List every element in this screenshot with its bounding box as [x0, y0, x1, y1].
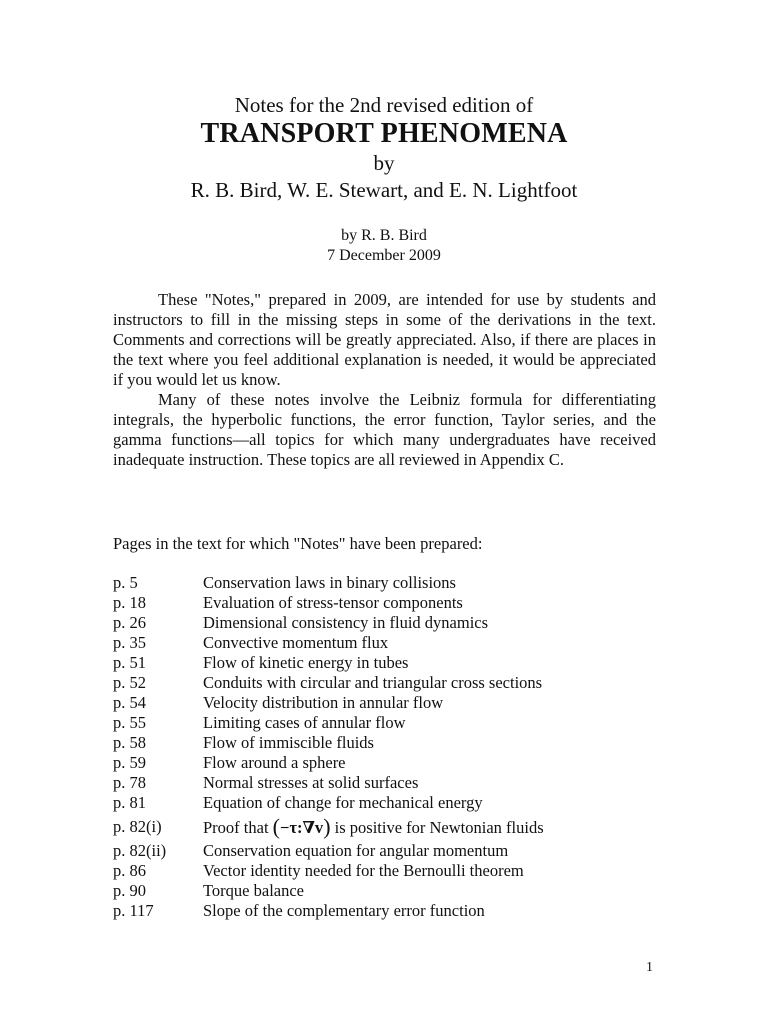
note-page: p. 117 — [113, 901, 154, 920]
note-row — [113, 713, 673, 733]
note-page: p. 54 — [113, 693, 146, 712]
note-page: p. 5 — [113, 573, 138, 592]
book-authors: R. B. Bird, W. E. Stewart, and E. N. Lightfoot — [190, 178, 578, 202]
note-page: p. 55 — [113, 713, 146, 732]
note-description: Evaluation of stress-tensor components — [203, 593, 463, 612]
note-row — [113, 633, 673, 653]
intro-paragraph-1: These "Notes," prepared in 2009, are intended for use by students and instructors to fill in the missing steps in some of the derivations in the text. Comments and corrections will be greatly appreciated. Also, if there are places in the text where you feel additional explanation is needed, it would be appreciated if you would let us know. — [113, 290, 656, 389]
note-page: p. 90 — [113, 881, 146, 900]
byline — [0, 226, 768, 266]
byline-date: 7 December 2009 — [327, 247, 441, 264]
math-expression: −τ:∇v — [280, 818, 324, 837]
note-page: p. 52 — [113, 673, 146, 692]
note-row — [113, 901, 673, 921]
note-page: p. 51 — [113, 653, 146, 672]
note-description: Conduits with circular and triangular cross sections — [203, 673, 543, 692]
note-page: p. 26 — [113, 613, 146, 632]
note-row — [113, 773, 673, 793]
note-description: Vector identity needed for the Bernoulli theorem — [203, 861, 524, 880]
note-row — [113, 573, 673, 593]
open-paren-symbol: ( — [272, 814, 280, 839]
intro-text — [113, 290, 656, 470]
note-row — [113, 613, 673, 633]
note-description: Flow of immiscible fluids — [203, 733, 374, 752]
note-description-prefix: Proof that — [203, 818, 273, 837]
note-row — [113, 653, 673, 673]
title-subtitle: Notes for the 2nd revised edition of — [234, 93, 534, 117]
note-description: Conservation laws in binary collisions — [203, 573, 456, 592]
note-description: Dimensional consistency in fluid dynamics — [203, 613, 489, 632]
note-description-suffix: is positive for Newtonian fluids — [330, 818, 544, 837]
page-number: 1 — [646, 960, 653, 975]
note-description — [203, 813, 673, 841]
note-row — [113, 813, 673, 841]
note-page: p. 58 — [113, 733, 146, 752]
title-block — [0, 92, 768, 204]
note-row — [113, 733, 673, 753]
note-page: p. 59 — [113, 753, 146, 772]
note-row — [113, 673, 673, 693]
note-page: p. 81 — [113, 793, 146, 812]
note-row — [113, 693, 673, 713]
book-title: TRANSPORT PHENOMENA — [200, 118, 568, 149]
note-row — [113, 841, 673, 861]
note-row — [113, 881, 673, 901]
note-page: p. 18 — [113, 593, 146, 612]
title-by: by — [373, 151, 395, 175]
note-description: Convective momentum flux — [203, 633, 389, 652]
note-description: Velocity distribution in annular flow — [203, 693, 444, 712]
notes-list — [113, 573, 673, 921]
note-description: Flow of kinetic energy in tubes — [203, 653, 409, 672]
note-page: p. 82(i) — [113, 817, 162, 836]
note-page: p. 35 — [113, 633, 146, 652]
byline-author: by R. B. Bird — [341, 227, 427, 244]
note-row — [113, 753, 673, 773]
note-description: Equation of change for mechanical energy — [203, 793, 483, 812]
note-description: Normal stresses at solid surfaces — [203, 773, 419, 792]
note-row — [113, 593, 673, 613]
note-description: Flow around a sphere — [203, 753, 346, 772]
note-description: Limiting cases of annular flow — [203, 713, 406, 732]
intro-paragraph-2: Many of these notes involve the Leibniz formula for differentiating integrals, the hyperbolic functions, the error function, Taylor series, and the gamma functions—all topics for which many undergraduates have received inadequate instruction. These topics are all reviewed in Appendix C. — [113, 390, 656, 469]
pages-heading: Pages in the text for which "Notes" have been prepared: — [113, 534, 483, 553]
note-description: Slope of the complementary error function — [203, 901, 485, 920]
note-page: p. 78 — [113, 773, 146, 792]
note-page: p. 86 — [113, 861, 146, 880]
note-page: p. 82(ii) — [113, 841, 167, 860]
close-paren-symbol: ) — [323, 814, 331, 839]
note-row — [113, 861, 673, 881]
note-description: Torque balance — [203, 881, 304, 900]
note-row — [113, 793, 673, 813]
note-description: Conservation equation for angular momentum — [203, 841, 509, 860]
